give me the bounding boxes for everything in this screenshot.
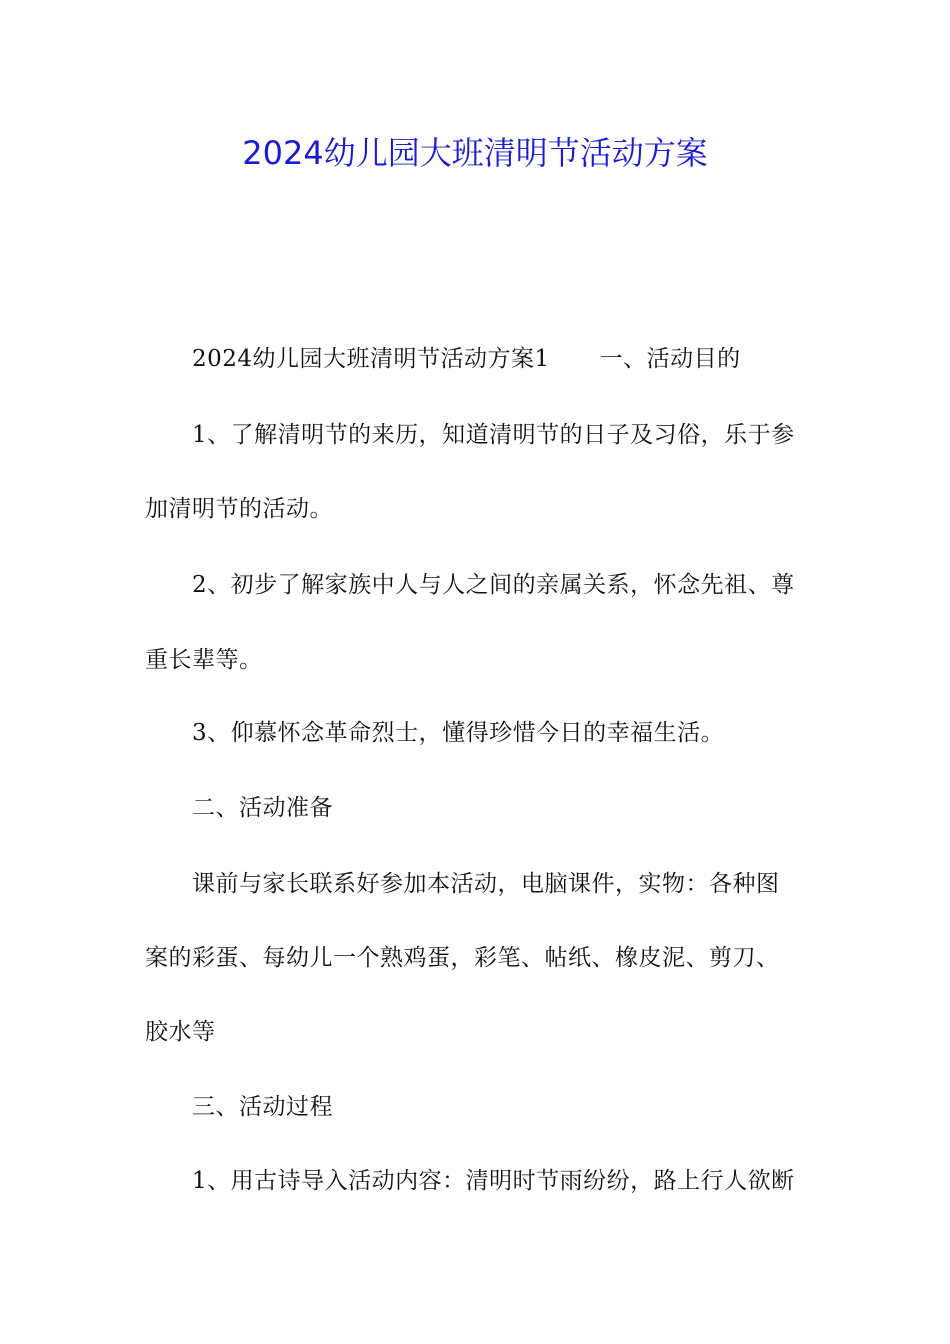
paragraph-line: 2、初步了解家族中人与人之间的亲属关系，怀念先祖、尊 xyxy=(192,572,795,598)
paragraph-line: 3、仰慕怀念革命烈士，懂得珍惜今日的幸福生活。 xyxy=(192,720,725,746)
paragraph-line: 案的彩蛋、每幼儿一个熟鸡蛋，彩笔、帖纸、橡皮泥、剪刀、 xyxy=(145,945,780,971)
section-heading-text: 一、活动目的 xyxy=(599,346,741,372)
section-heading: 三、活动过程 xyxy=(192,1094,333,1120)
plan-heading-text: 2024幼儿园大班清明节活动方案1 xyxy=(192,346,550,372)
paragraph-line: 课前与家长联系好参加本活动，电脑课件，实物：各种图 xyxy=(192,871,780,897)
document-title: 2024幼儿园大班清明节活动方案 xyxy=(242,134,708,172)
paragraph-line xyxy=(192,342,812,376)
paragraph-line: 重长辈等。 xyxy=(145,647,263,673)
paragraph-line: 1、了解清明节的来历，知道清明节的日子及习俗，乐于参 xyxy=(192,422,795,448)
section-heading: 二、活动准备 xyxy=(192,795,333,821)
paragraph-line: 1、用古诗导入活动内容：清明时节雨纷纷，路上行人欲断 xyxy=(192,1168,795,1194)
paragraph-line: 加清明节的活动。 xyxy=(145,496,333,522)
paragraph-line: 胶水等 xyxy=(145,1019,216,1045)
